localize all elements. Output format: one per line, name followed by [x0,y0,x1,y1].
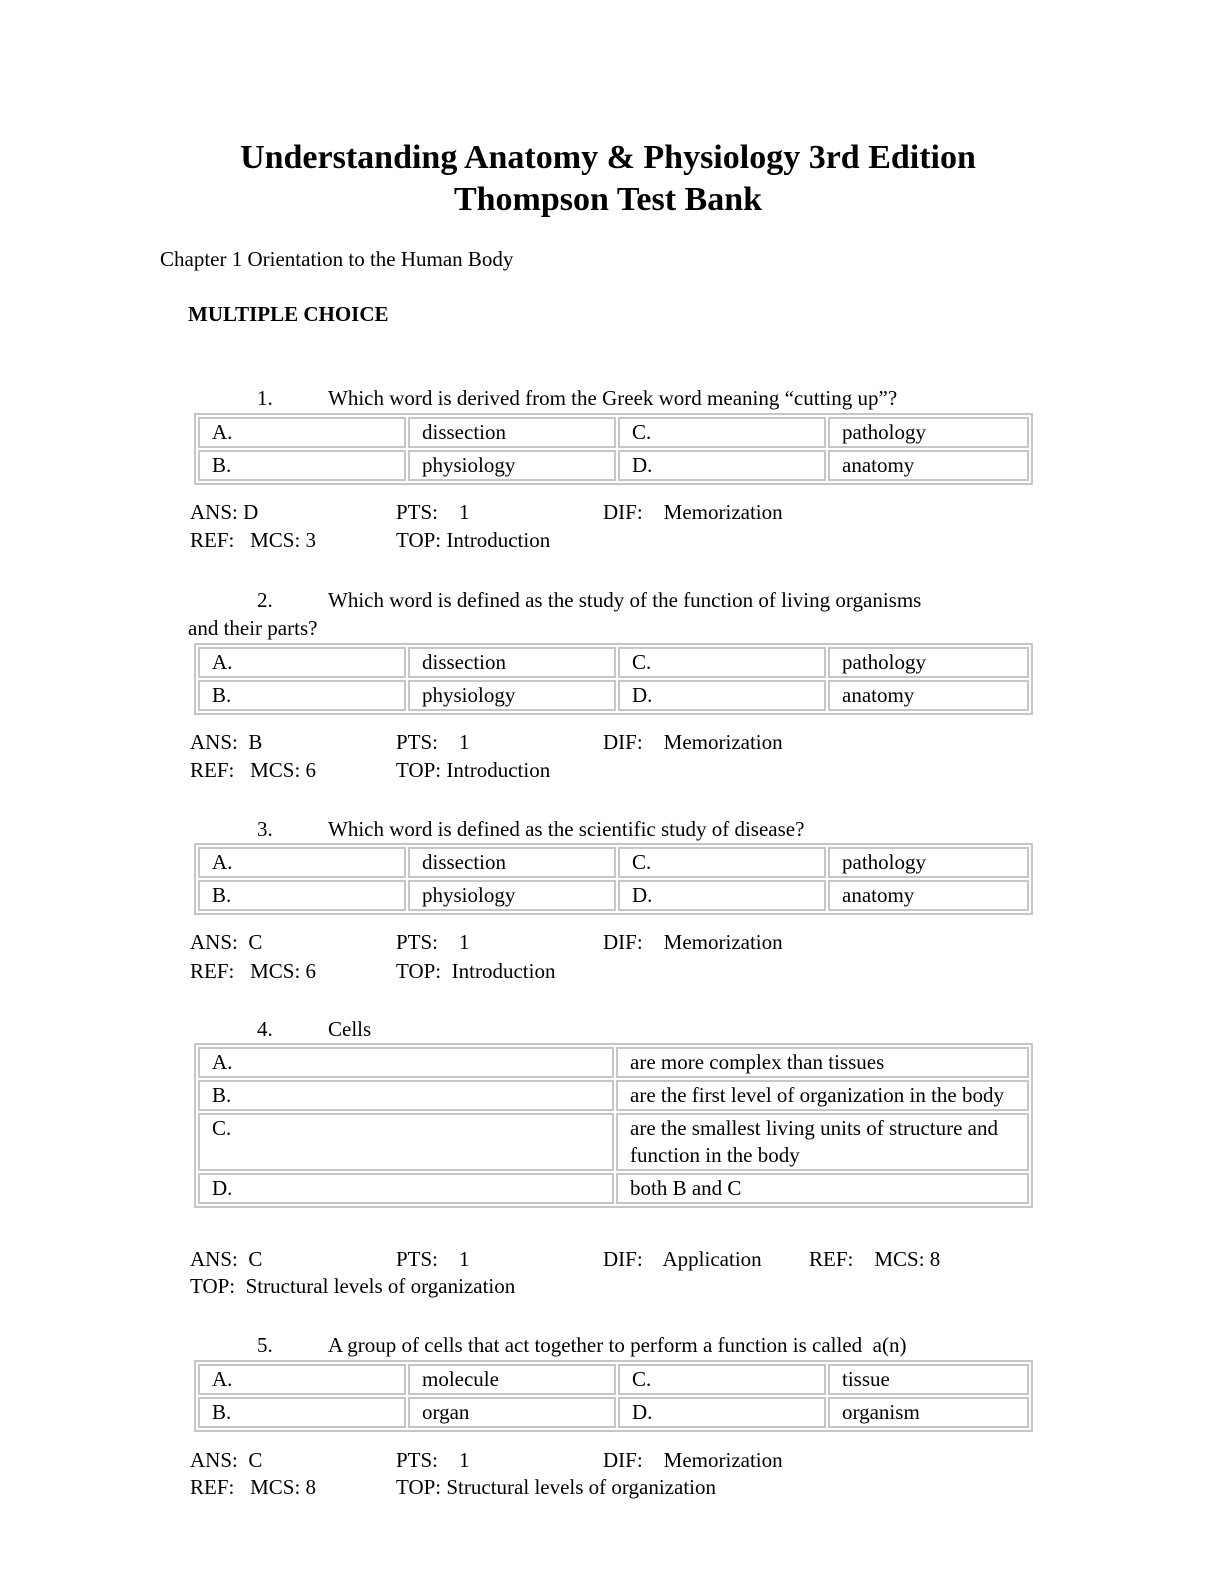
difficulty: DIF: Memorization [603,500,783,524]
question-text: Which word is defined as the study of the function of living organisms [328,588,922,612]
option-text: anatomy [828,880,1029,911]
points: PTS: 1 [396,730,470,754]
option-letter: D. [618,880,826,911]
difficulty: DIF: Memorization [603,930,783,954]
answer: ANS: D [190,500,259,524]
option-letter: B. [198,450,406,481]
chapter-heading: Chapter 1 Orientation to the Human Body [160,247,514,271]
option-letter: A. [198,1364,406,1395]
option-text: are more complex than tissues [616,1047,1029,1078]
options-row [198,1047,1029,1078]
points: PTS: 1 [396,1247,470,1271]
question-number: 1. [257,386,273,410]
option-letter: B. [198,880,406,911]
option-letter: C. [618,647,826,678]
difficulty: DIF: Memorization [603,1448,783,1472]
section-heading: MULTIPLE CHOICE [188,302,389,326]
topic: TOP: Introduction [396,959,556,983]
option-letter: C. [618,1364,826,1395]
points: PTS: 1 [396,930,470,954]
option-letter: D. [618,450,826,481]
option-text: dissection [408,417,616,448]
reference: REF: MCS: 3 [190,528,317,552]
option-text: dissection [408,647,616,678]
options-row [198,647,1029,678]
options-row [198,1364,1029,1395]
option-text: tissue [828,1364,1029,1395]
question-text: Cells [328,1017,372,1041]
option-text: dissection [408,847,616,878]
question-number: 4. [257,1017,273,1041]
answer: ANS: C [190,930,263,954]
option-text: are the first level of organization in the body [616,1080,1029,1111]
option-letter: D. [618,1397,826,1428]
options-row [198,1397,1029,1428]
option-text: physiology [408,450,616,481]
options-row [198,680,1029,711]
question-text: Which word is defined as the scientific study of disease? [328,817,805,841]
difficulty: DIF: Application [603,1247,762,1271]
points: PTS: 1 [396,1448,470,1472]
option-letter: D. [618,680,826,711]
option-text: physiology [408,680,616,711]
option-text: pathology [828,847,1029,878]
option-text: molecule [408,1364,616,1395]
options-row [198,847,1029,878]
options-table [194,1360,1033,1432]
question-text: A group of cells that act together to perform a function is called a(n) [328,1333,907,1357]
option-letter: A. [198,417,406,448]
topic: TOP: Structural levels of organization [396,1475,716,1499]
option-text: physiology [408,880,616,911]
option-letter: A. [198,647,406,678]
question-number: 2. [257,588,273,612]
option-letter: D. [198,1173,614,1204]
options-table [194,413,1033,485]
options-row [198,417,1029,448]
question-number: 5. [257,1333,273,1357]
option-letter: C. [198,1113,614,1171]
question-number: 3. [257,817,273,841]
answer: ANS: C [190,1448,263,1472]
answer: ANS: C [190,1247,263,1271]
options-table [194,643,1033,715]
option-letter: C. [618,847,826,878]
options-row [198,450,1029,481]
option-letter: B. [198,680,406,711]
question-text: Which word is derived from the Greek word meaning “cutting up”? [328,386,898,410]
answer: ANS: B [190,730,263,754]
option-letter: A. [198,1047,614,1078]
options-row [198,880,1029,911]
topic: TOP: Introduction [396,758,551,782]
points: PTS: 1 [396,500,470,524]
reference: REF: MCS: 8 [809,1247,941,1271]
option-text: pathology [828,647,1029,678]
option-text: both B and C [616,1173,1029,1204]
option-text: are the smallest living units of structure and function in the body [616,1113,1029,1171]
options-row [198,1113,1029,1171]
topic: TOP: Structural levels of organization [190,1274,516,1298]
option-text: organ [408,1397,616,1428]
option-text: anatomy [828,680,1029,711]
option-letter: A. [198,847,406,878]
document-title: Understanding Anatomy & Physiology 3rd Edition [240,139,976,176]
reference: REF: MCS: 6 [190,959,317,983]
options-table [194,843,1033,915]
reference: REF: MCS: 6 [190,758,317,782]
reference: REF: MCS: 8 [190,1475,317,1499]
option-text: pathology [828,417,1029,448]
options-row [198,1173,1029,1204]
document-subtitle: Thompson Test Bank [453,181,763,218]
options-row [198,1080,1029,1111]
option-letter: C. [618,417,826,448]
option-text: anatomy [828,450,1029,481]
question-text-continued: and their parts? [188,616,318,640]
topic: TOP: Introduction [396,528,551,552]
options-table [194,1043,1033,1208]
difficulty: DIF: Memorization [603,730,783,754]
option-letter: B. [198,1080,614,1111]
option-text: organism [828,1397,1029,1428]
option-letter: B. [198,1397,406,1428]
